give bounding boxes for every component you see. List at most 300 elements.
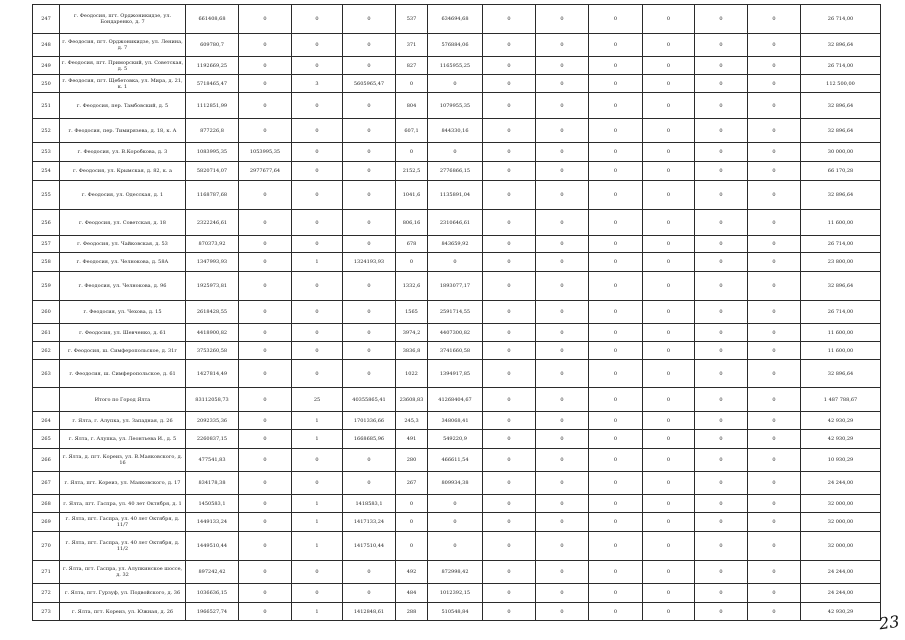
value-cell-c12: 0 bbox=[748, 57, 801, 75]
value-cell-c12: 0 bbox=[748, 513, 801, 532]
value-cell-c4: 0 bbox=[343, 210, 396, 236]
value-cell-c6: 3741660,58 bbox=[428, 342, 483, 360]
value-cell-c4: 0 bbox=[343, 360, 396, 388]
row-number-cell: 268 bbox=[33, 495, 60, 513]
value-cell-c6: 0 bbox=[428, 253, 483, 272]
value-cell-c11: 0 bbox=[695, 561, 748, 584]
value-cell-c6: 4407300,82 bbox=[428, 324, 483, 342]
value-cell-c2: 0 bbox=[239, 119, 292, 143]
row-number-cell: 263 bbox=[33, 360, 60, 388]
value-cell-c8: 0 bbox=[536, 236, 589, 253]
table-body bbox=[33, 5, 881, 621]
table-row bbox=[33, 75, 881, 93]
value-cell-c9: 0 bbox=[589, 513, 643, 532]
table-row bbox=[33, 412, 881, 430]
value-cell-c3: 3 bbox=[292, 75, 343, 93]
value-cell-c5: 806,16 bbox=[396, 210, 428, 236]
value-cell-c1: 1449510,44 bbox=[186, 532, 239, 561]
value-cell-c12: 0 bbox=[748, 532, 801, 561]
value-cell-c13: 32 896,64 bbox=[801, 119, 881, 143]
value-cell-c1: 877226,8 bbox=[186, 119, 239, 143]
value-cell-c7: 0 bbox=[483, 603, 536, 621]
address-cell: г. Феодосия, ул. Шевченко, д. 61 bbox=[60, 324, 186, 342]
row-number-cell: 259 bbox=[33, 272, 60, 301]
address-cell: г. Феодосия, пгт. Орджоникидзе, ул. Бондаренко, д. 7 bbox=[60, 5, 186, 34]
value-cell-c4: 1668685,96 bbox=[343, 430, 396, 449]
value-cell-c13: 1 487 788,67 bbox=[801, 388, 881, 412]
table-row bbox=[33, 584, 881, 603]
value-cell-c10: 0 bbox=[643, 472, 695, 495]
table-row bbox=[33, 34, 881, 57]
value-cell-c3: 0 bbox=[292, 57, 343, 75]
value-cell-c5: 245,3 bbox=[396, 412, 428, 430]
row-number-cell bbox=[33, 388, 60, 412]
value-cell-c5: 0 bbox=[396, 143, 428, 162]
value-cell-c3: 0 bbox=[292, 360, 343, 388]
value-cell-c8: 0 bbox=[536, 119, 589, 143]
value-cell-c2: 0 bbox=[239, 388, 292, 412]
table-row bbox=[33, 93, 881, 119]
value-cell-c11: 0 bbox=[695, 603, 748, 621]
value-cell-c3: 1 bbox=[292, 412, 343, 430]
value-cell-c9: 0 bbox=[589, 584, 643, 603]
address-cell: г. Ялта, пгт. Гаспра, ул. 40 лет Октября, д. 11/7 bbox=[60, 513, 186, 532]
value-cell-c13: 32 000,00 bbox=[801, 513, 881, 532]
value-cell-c2: 2977677,64 bbox=[239, 162, 292, 181]
value-cell-c2: 0 bbox=[239, 210, 292, 236]
table-row bbox=[33, 360, 881, 388]
value-cell-c10: 0 bbox=[643, 210, 695, 236]
value-cell-c9: 0 bbox=[589, 449, 643, 472]
value-cell-c11: 0 bbox=[695, 412, 748, 430]
value-cell-c9: 0 bbox=[589, 253, 643, 272]
value-cell-c9: 0 bbox=[589, 236, 643, 253]
row-number-cell: 267 bbox=[33, 472, 60, 495]
value-cell-c13: 26 714,00 bbox=[801, 236, 881, 253]
value-cell-c11: 0 bbox=[695, 34, 748, 57]
value-cell-c11: 0 bbox=[695, 253, 748, 272]
value-cell-c2: 0 bbox=[239, 272, 292, 301]
value-cell-c10: 0 bbox=[643, 603, 695, 621]
value-cell-c3: 0 bbox=[292, 449, 343, 472]
value-cell-c5: 1041,6 bbox=[396, 181, 428, 210]
value-cell-c11: 0 bbox=[695, 430, 748, 449]
value-cell-c1: 3753260,58 bbox=[186, 342, 239, 360]
value-cell-c13: 32 000,00 bbox=[801, 495, 881, 513]
value-cell-c10: 0 bbox=[643, 342, 695, 360]
value-cell-c10: 0 bbox=[643, 236, 695, 253]
value-cell-c4: 0 bbox=[343, 584, 396, 603]
value-cell-c2: 0 bbox=[239, 513, 292, 532]
row-number-cell: 250 bbox=[33, 75, 60, 93]
value-cell-c8: 0 bbox=[536, 272, 589, 301]
value-cell-c6: 1394917,85 bbox=[428, 360, 483, 388]
value-cell-c11: 0 bbox=[695, 472, 748, 495]
value-cell-c7: 0 bbox=[483, 495, 536, 513]
value-cell-c12: 0 bbox=[748, 324, 801, 342]
value-cell-c5: 23608,83 bbox=[396, 388, 428, 412]
row-number-cell: 270 bbox=[33, 532, 60, 561]
value-cell-c5: 491 bbox=[396, 430, 428, 449]
value-cell-c7: 0 bbox=[483, 472, 536, 495]
value-cell-c11: 0 bbox=[695, 210, 748, 236]
value-cell-c1: 5718465,47 bbox=[186, 75, 239, 93]
value-cell-c7: 0 bbox=[483, 360, 536, 388]
value-cell-c11: 0 bbox=[695, 57, 748, 75]
value-cell-c13: 32 896,64 bbox=[801, 360, 881, 388]
value-cell-c6: 510548,84 bbox=[428, 603, 483, 621]
value-cell-c3: 0 bbox=[292, 143, 343, 162]
value-cell-c9: 0 bbox=[589, 472, 643, 495]
value-cell-c9: 0 bbox=[589, 181, 643, 210]
row-number-cell: 254 bbox=[33, 162, 60, 181]
value-cell-c6: 809934,38 bbox=[428, 472, 483, 495]
value-cell-c13: 11 600,00 bbox=[801, 342, 881, 360]
address-cell: г. Феодосия, ш. Симферопольское, д. 61 bbox=[60, 360, 186, 388]
value-cell-c1: 1966527,74 bbox=[186, 603, 239, 621]
value-cell-c5: 0 bbox=[396, 75, 428, 93]
table-row bbox=[33, 513, 881, 532]
value-cell-c3: 1 bbox=[292, 513, 343, 532]
value-cell-c13: 23 800,00 bbox=[801, 253, 881, 272]
value-cell-c2: 0 bbox=[239, 236, 292, 253]
table-row bbox=[33, 119, 881, 143]
value-cell-c6: 1135891,04 bbox=[428, 181, 483, 210]
address-cell: г. Феодосия, ул. Челнокова, д. 58А bbox=[60, 253, 186, 272]
value-cell-c3: 0 bbox=[292, 301, 343, 324]
value-cell-c7: 0 bbox=[483, 57, 536, 75]
value-cell-c1: 2260837,15 bbox=[186, 430, 239, 449]
value-cell-c11: 0 bbox=[695, 75, 748, 93]
value-cell-c10: 0 bbox=[643, 5, 695, 34]
row-number-cell: 262 bbox=[33, 342, 60, 360]
row-number-cell: 260 bbox=[33, 301, 60, 324]
value-cell-c4: 0 bbox=[343, 34, 396, 57]
row-number-cell: 249 bbox=[33, 57, 60, 75]
value-cell-c8: 0 bbox=[536, 603, 589, 621]
value-cell-c11: 0 bbox=[695, 119, 748, 143]
value-cell-c6: 466611,54 bbox=[428, 449, 483, 472]
value-cell-c10: 0 bbox=[643, 388, 695, 412]
value-cell-c7: 0 bbox=[483, 119, 536, 143]
value-cell-c6: 2776866,15 bbox=[428, 162, 483, 181]
value-cell-c12: 0 bbox=[748, 181, 801, 210]
value-cell-c8: 0 bbox=[536, 472, 589, 495]
value-cell-c13: 66 170,28 bbox=[801, 162, 881, 181]
value-cell-c4: 40355865,41 bbox=[343, 388, 396, 412]
value-cell-c10: 0 bbox=[643, 93, 695, 119]
row-number-cell: 269 bbox=[33, 513, 60, 532]
row-number-cell: 255 bbox=[33, 181, 60, 210]
value-cell-c2: 0 bbox=[239, 532, 292, 561]
value-cell-c6: 0 bbox=[428, 75, 483, 93]
value-cell-c9: 0 bbox=[589, 143, 643, 162]
table-row bbox=[33, 5, 881, 34]
row-number-cell: 257 bbox=[33, 236, 60, 253]
value-cell-c10: 0 bbox=[643, 532, 695, 561]
value-cell-c7: 0 bbox=[483, 412, 536, 430]
value-cell-c12: 0 bbox=[748, 253, 801, 272]
value-cell-c7: 0 bbox=[483, 143, 536, 162]
page-number: 23 bbox=[877, 611, 901, 634]
table-row bbox=[33, 430, 881, 449]
value-cell-c3: 1 bbox=[292, 603, 343, 621]
value-cell-c1: 609780,7 bbox=[186, 34, 239, 57]
value-cell-c3: 0 bbox=[292, 272, 343, 301]
value-cell-c3: 1 bbox=[292, 532, 343, 561]
value-cell-c4: 1412848,61 bbox=[343, 603, 396, 621]
value-cell-c11: 0 bbox=[695, 449, 748, 472]
value-cell-c10: 0 bbox=[643, 272, 695, 301]
value-cell-c5: 537 bbox=[396, 5, 428, 34]
value-cell-c13: 42 930,29 bbox=[801, 430, 881, 449]
value-cell-c6: 0 bbox=[428, 143, 483, 162]
row-number-cell: 258 bbox=[33, 253, 60, 272]
value-cell-c5: 484 bbox=[396, 584, 428, 603]
table-row bbox=[33, 57, 881, 75]
value-cell-c8: 0 bbox=[536, 324, 589, 342]
value-cell-c11: 0 bbox=[695, 143, 748, 162]
value-cell-c10: 0 bbox=[643, 561, 695, 584]
value-cell-c13: 26 714,00 bbox=[801, 5, 881, 34]
value-cell-c5: 0 bbox=[396, 495, 428, 513]
value-cell-c8: 0 bbox=[536, 57, 589, 75]
address-cell: г. Феодосия, ш. Симферопольское, д. 31г bbox=[60, 342, 186, 360]
value-cell-c2: 0 bbox=[239, 495, 292, 513]
value-cell-c4: 0 bbox=[343, 181, 396, 210]
value-cell-c4: 1418583,1 bbox=[343, 495, 396, 513]
value-cell-c2: 0 bbox=[239, 584, 292, 603]
value-cell-c11: 0 bbox=[695, 5, 748, 34]
total-label-cell: Итого по Город Ялта bbox=[60, 388, 186, 412]
value-cell-c13: 112 500,00 bbox=[801, 75, 881, 93]
address-cell: г. Феодосия, пгт. Орджоникидзе, ул. Ленина, д. 7 bbox=[60, 34, 186, 57]
value-cell-c2: 0 bbox=[239, 561, 292, 584]
value-cell-c5: 827 bbox=[396, 57, 428, 75]
value-cell-c7: 0 bbox=[483, 75, 536, 93]
value-cell-c10: 0 bbox=[643, 449, 695, 472]
address-cell: г. Ялта, г. Алупка, ул. Западная, д. 26 bbox=[60, 412, 186, 430]
value-cell-c4: 1324193,93 bbox=[343, 253, 396, 272]
address-cell: г. Феодосия, ул. Крымская, д. 82, к. а bbox=[60, 162, 186, 181]
value-cell-c7: 0 bbox=[483, 34, 536, 57]
value-cell-c10: 0 bbox=[643, 34, 695, 57]
row-number-cell: 271 bbox=[33, 561, 60, 584]
value-cell-c11: 0 bbox=[695, 272, 748, 301]
value-cell-c1: 2618428,55 bbox=[186, 301, 239, 324]
value-cell-c10: 0 bbox=[643, 513, 695, 532]
value-cell-c1: 1925973,81 bbox=[186, 272, 239, 301]
value-cell-c9: 0 bbox=[589, 272, 643, 301]
table-row bbox=[33, 236, 881, 253]
address-cell: г. Феодосия, ул. Челнокова, д. 96 bbox=[60, 272, 186, 301]
capital-repair-table bbox=[32, 4, 881, 621]
table-row bbox=[33, 603, 881, 621]
value-cell-c9: 0 bbox=[589, 561, 643, 584]
table-row bbox=[33, 210, 881, 236]
value-cell-c2: 0 bbox=[239, 360, 292, 388]
value-cell-c1: 1036636,15 bbox=[186, 584, 239, 603]
value-cell-c8: 0 bbox=[536, 210, 589, 236]
address-cell: г. Ялта, пгт. Кореиз, ул. Южная, д. 26 bbox=[60, 603, 186, 621]
value-cell-c4: 0 bbox=[343, 324, 396, 342]
value-cell-c12: 0 bbox=[748, 272, 801, 301]
value-cell-c5: 267 bbox=[396, 472, 428, 495]
value-cell-c2: 0 bbox=[239, 93, 292, 119]
value-cell-c4: 1701336,66 bbox=[343, 412, 396, 430]
value-cell-c4: 0 bbox=[343, 5, 396, 34]
table-row bbox=[33, 324, 881, 342]
value-cell-c12: 0 bbox=[748, 388, 801, 412]
value-cell-c1: 870373,92 bbox=[186, 236, 239, 253]
value-cell-c13: 32 000,00 bbox=[801, 532, 881, 561]
value-cell-c3: 0 bbox=[292, 342, 343, 360]
value-cell-c3: 0 bbox=[292, 93, 343, 119]
value-cell-c5: 1332,6 bbox=[396, 272, 428, 301]
value-cell-c9: 0 bbox=[589, 93, 643, 119]
value-cell-c13: 32 896,64 bbox=[801, 272, 881, 301]
value-cell-c3: 25 bbox=[292, 388, 343, 412]
value-cell-c8: 0 bbox=[536, 342, 589, 360]
value-cell-c1: 477541,83 bbox=[186, 449, 239, 472]
value-cell-c13: 24 244,00 bbox=[801, 584, 881, 603]
value-cell-c8: 0 bbox=[536, 162, 589, 181]
value-cell-c8: 0 bbox=[536, 143, 589, 162]
value-cell-c8: 0 bbox=[536, 532, 589, 561]
value-cell-c3: 0 bbox=[292, 119, 343, 143]
value-cell-c13: 42 930,29 bbox=[801, 412, 881, 430]
value-cell-c9: 0 bbox=[589, 34, 643, 57]
value-cell-c8: 0 bbox=[536, 5, 589, 34]
value-cell-c8: 0 bbox=[536, 75, 589, 93]
value-cell-c4: 0 bbox=[343, 272, 396, 301]
value-cell-c11: 0 bbox=[695, 532, 748, 561]
value-cell-c3: 0 bbox=[292, 34, 343, 57]
value-cell-c12: 0 bbox=[748, 603, 801, 621]
value-cell-c12: 0 bbox=[748, 449, 801, 472]
value-cell-c1: 834178,38 bbox=[186, 472, 239, 495]
row-number-cell: 264 bbox=[33, 412, 60, 430]
value-cell-c7: 0 bbox=[483, 181, 536, 210]
value-cell-c9: 0 bbox=[589, 412, 643, 430]
address-cell: г. Феодосия, ул. В.Коробкова, д. 3 bbox=[60, 143, 186, 162]
value-cell-c13: 26 714,00 bbox=[801, 57, 881, 75]
value-cell-c2: 0 bbox=[239, 57, 292, 75]
value-cell-c3: 0 bbox=[292, 181, 343, 210]
value-cell-c12: 0 bbox=[748, 561, 801, 584]
value-cell-c7: 0 bbox=[483, 236, 536, 253]
value-cell-c4: 0 bbox=[343, 236, 396, 253]
value-cell-c12: 0 bbox=[748, 75, 801, 93]
value-cell-c2: 0 bbox=[239, 253, 292, 272]
row-number-cell: 253 bbox=[33, 143, 60, 162]
value-cell-c3: 0 bbox=[292, 584, 343, 603]
value-cell-c12: 0 bbox=[748, 430, 801, 449]
value-cell-c9: 0 bbox=[589, 57, 643, 75]
value-cell-c6: 0 bbox=[428, 532, 483, 561]
value-cell-c1: 1449133,24 bbox=[186, 513, 239, 532]
table-row bbox=[33, 253, 881, 272]
value-cell-c10: 0 bbox=[643, 181, 695, 210]
value-cell-c5: 607,1 bbox=[396, 119, 428, 143]
value-cell-c4: 0 bbox=[343, 472, 396, 495]
value-cell-c2: 0 bbox=[239, 181, 292, 210]
value-cell-c8: 0 bbox=[536, 253, 589, 272]
value-cell-c8: 0 bbox=[536, 430, 589, 449]
value-cell-c1: 897242,42 bbox=[186, 561, 239, 584]
value-cell-c9: 0 bbox=[589, 495, 643, 513]
table-row bbox=[33, 532, 881, 561]
value-cell-c1: 4418900,82 bbox=[186, 324, 239, 342]
value-cell-c2: 0 bbox=[239, 430, 292, 449]
row-number-cell: 248 bbox=[33, 34, 60, 57]
value-cell-c1: 1427814,49 bbox=[186, 360, 239, 388]
row-number-cell: 261 bbox=[33, 324, 60, 342]
value-cell-c6: 2591714,55 bbox=[428, 301, 483, 324]
value-cell-c8: 0 bbox=[536, 388, 589, 412]
address-cell: г. Феодосия, пер. Тамбовский, д. 5 bbox=[60, 93, 186, 119]
value-cell-c5: 3974,2 bbox=[396, 324, 428, 342]
value-cell-c2: 1053995,35 bbox=[239, 143, 292, 162]
value-cell-c9: 0 bbox=[589, 301, 643, 324]
value-cell-c1: 2322246,61 bbox=[186, 210, 239, 236]
value-cell-c6: 1079955,35 bbox=[428, 93, 483, 119]
address-cell: г. Ялта, пгт. Кореиз, ул. Маяковского, д. 17 bbox=[60, 472, 186, 495]
value-cell-c10: 0 bbox=[643, 75, 695, 93]
table-row bbox=[33, 342, 881, 360]
value-cell-c7: 0 bbox=[483, 301, 536, 324]
value-cell-c6: 549220,9 bbox=[428, 430, 483, 449]
value-cell-c5: 1022 bbox=[396, 360, 428, 388]
value-cell-c13: 32 896,64 bbox=[801, 181, 881, 210]
value-cell-c12: 0 bbox=[748, 5, 801, 34]
value-cell-c10: 0 bbox=[643, 495, 695, 513]
value-cell-c1: 5820714,07 bbox=[186, 162, 239, 181]
value-cell-c12: 0 bbox=[748, 360, 801, 388]
value-cell-c4: 1417510,44 bbox=[343, 532, 396, 561]
value-cell-c7: 0 bbox=[483, 93, 536, 119]
value-cell-c9: 0 bbox=[589, 324, 643, 342]
value-cell-c8: 0 bbox=[536, 301, 589, 324]
address-cell: г. Феодосия, пгт. Приморский, ул. Советская, д. 5 bbox=[60, 57, 186, 75]
value-cell-c7: 0 bbox=[483, 430, 536, 449]
value-cell-c6: 0 bbox=[428, 495, 483, 513]
value-cell-c11: 0 bbox=[695, 513, 748, 532]
value-cell-c5: 804 bbox=[396, 93, 428, 119]
value-cell-c3: 0 bbox=[292, 236, 343, 253]
value-cell-c10: 0 bbox=[643, 430, 695, 449]
row-number-cell: 251 bbox=[33, 93, 60, 119]
value-cell-c8: 0 bbox=[536, 513, 589, 532]
table-row bbox=[33, 472, 881, 495]
value-cell-c2: 0 bbox=[239, 324, 292, 342]
value-cell-c11: 0 bbox=[695, 181, 748, 210]
value-cell-c6: 872998,42 bbox=[428, 561, 483, 584]
value-cell-c12: 0 bbox=[748, 584, 801, 603]
value-cell-c11: 0 bbox=[695, 162, 748, 181]
table-row bbox=[33, 561, 881, 584]
value-cell-c6: 1893077,17 bbox=[428, 272, 483, 301]
value-cell-c3: 0 bbox=[292, 210, 343, 236]
value-cell-c7: 0 bbox=[483, 272, 536, 301]
value-cell-c12: 0 bbox=[748, 93, 801, 119]
value-cell-c2: 0 bbox=[239, 75, 292, 93]
address-cell: г. Ялта, д. пгт. Кореиз, ул. В.Маяковского, д. 16 bbox=[60, 449, 186, 472]
value-cell-c8: 0 bbox=[536, 93, 589, 119]
value-cell-c2: 0 bbox=[239, 412, 292, 430]
value-cell-c12: 0 bbox=[748, 412, 801, 430]
value-cell-c10: 0 bbox=[643, 301, 695, 324]
